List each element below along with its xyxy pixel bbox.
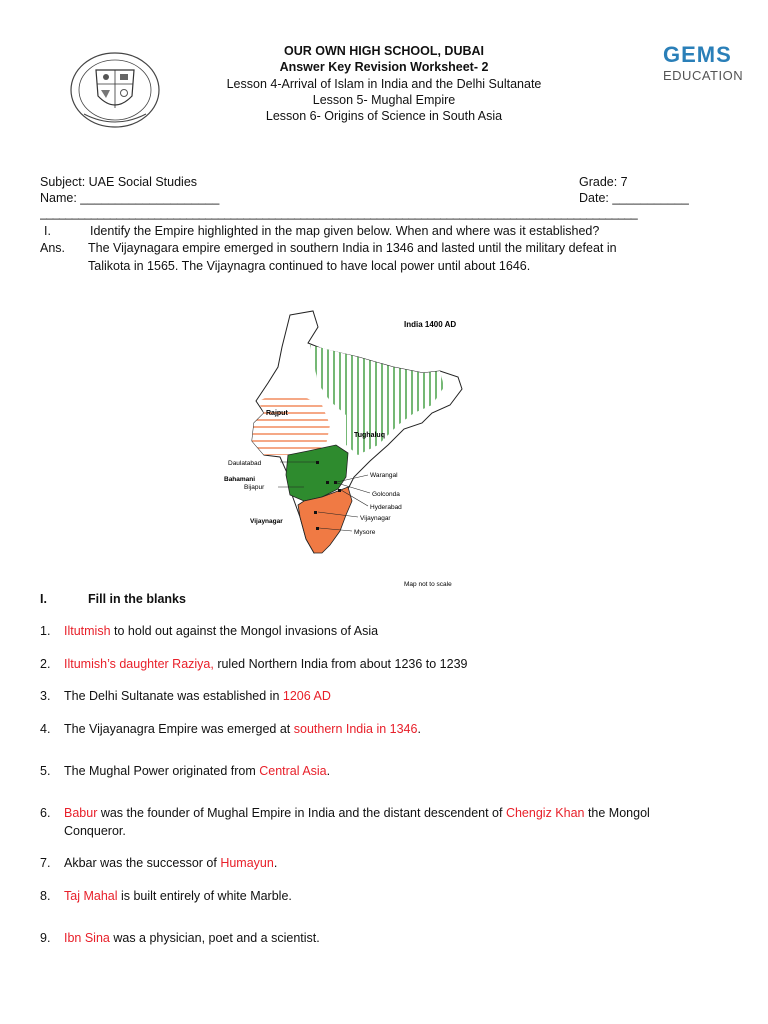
gems-logo-word: GEMS [663,42,732,67]
name-field: Name: ____________________ [40,191,220,205]
map-label-bijapur: Bijapur [244,484,265,491]
answer-line-2: Talikota in 1565. The Vijaynagra continued to have local power until about 1646. [88,259,531,273]
blank-answer: Taj Mahal [64,889,118,903]
blank-item-6: 6. Babur was the founder of Mughal Empire in India and the distant descendent of Chengiz Khan the Mongol Conqueror. [40,806,650,838]
map-label-daulatabad: Daulatabad [228,460,262,467]
section-2-title: Fill in the blanks [88,592,186,606]
blank-answer: Babur [64,806,98,820]
lesson-4-title: Lesson 4-Arrival of Islam in India and the Delhi Sultanate [226,77,542,91]
blank-item-9: 9. Ibn Sina was a physician, poet and a scientist. [40,931,320,945]
blank-item-7: 7. Akbar was the successor of Humayun. [40,856,278,870]
map-note: Map not to scale [404,581,452,588]
date-field: Date: ___________ [579,191,689,205]
map-title: India 1400 AD [404,320,457,329]
blank-answer: southern India in 1346 [293,722,418,736]
blank-answer: Humayun [220,856,274,870]
blank-answer: Iltutmish [64,624,111,638]
grade-label: Grade: 7 [579,175,628,189]
map-label-bahamani: Bahamani [224,476,256,483]
lesson-6-title: Lesson 6- Origins of Science in South Asia [265,109,503,123]
map-label-golconda: Golconda [372,491,400,498]
blank-answer: Iltumish’s daughter Raziya, [64,657,214,671]
blank-answer: 1206 AD [282,689,331,703]
worksheet-title: Answer Key Revision Worksheet- 2 [279,60,489,74]
answer-line-1: The Vijaynagara empire emerged in southern India in 1346 and lasted until the military defeat in [88,241,617,255]
answer-label: Ans. [40,241,66,255]
map-label-vijaynagar-empire: Vijaynagar [250,518,283,525]
blank-answer: Chengiz Khan [505,806,585,820]
lesson-5-title: Lesson 5- Mughal Empire [312,93,456,107]
blank-item-8: 8. Taj Mahal is built entirely of white Marble. [40,889,292,903]
blank-item-2: 2. Iltumish’s daughter Raziya, ruled Northern India from about 1236 to 1239 [40,657,468,671]
blank-item-3: 3. The Delhi Sultanate was established in 1206 AD [40,689,331,703]
map-label-vijaynagar-city: Vijaynagar [360,515,391,522]
question-1-text: Identify the Empire highlighted in the map given below. When and where was it established? [90,224,600,238]
map-label-rajput: Rajput [266,410,288,417]
blank-answer: Ibn Sina [64,931,110,945]
blank-item-1: 1. Iltutmish to hold out against the Mongol invasions of Asia [40,624,379,638]
map-label-tughaluq: Tughaluq [354,432,385,439]
blank-answer: Central Asia [259,764,327,778]
map-label-warangal: Warangal [370,472,398,479]
map-label-mysore: Mysore [354,529,376,536]
map-label-hyderabad: Hyderabad [370,504,402,511]
blank-item-5: 5. The Mughal Power originated from Central Asia. [40,764,331,778]
separator-line: ______________________________________________________________________________________________ [40,206,638,220]
school-name: OUR OWN HIGH SCHOOL, DUBAI [284,44,484,58]
section-2-number: I. [40,592,47,606]
india-1400ad-map [218,305,480,595]
question-1-number: I. [44,224,51,238]
blank-item-4: 4. The Vijayanagra Empire was emerged at southern India in 1346. [40,722,421,736]
gems-logo-sub: EDUCATION [663,68,744,83]
subject-label: Subject: UAE Social Studies [40,175,198,189]
